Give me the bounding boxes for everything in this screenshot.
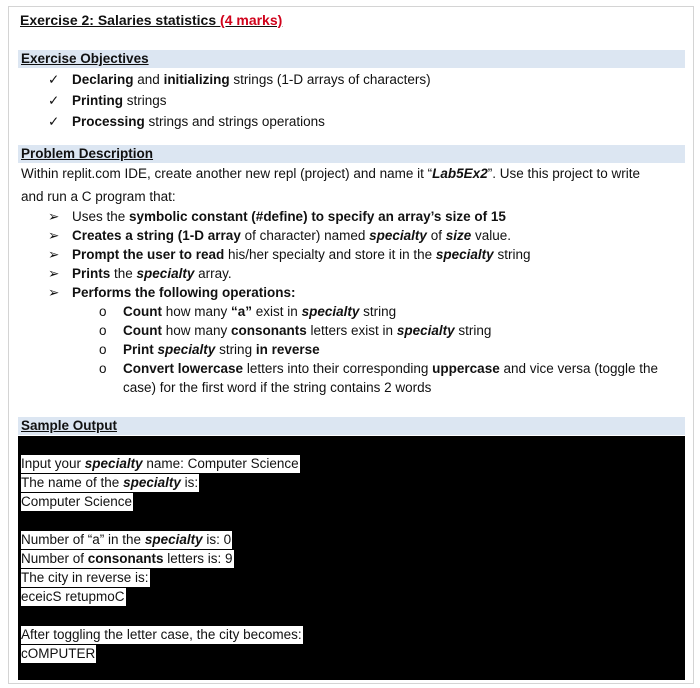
output-line: eceicS retupmoC bbox=[21, 589, 125, 604]
operation-item: Print specialty string in reverse bbox=[123, 342, 320, 357]
problem-heading: Problem Description bbox=[21, 146, 154, 161]
output-line: Number of “a” in the specialty is: 0 bbox=[21, 532, 232, 547]
objectives-heading: Exercise Objectives bbox=[21, 51, 149, 66]
operation-item: Convert lowercase letters into their corresponding uppercase and vice versa (toggle the bbox=[123, 361, 659, 376]
output-line: Computer Science bbox=[21, 494, 133, 509]
requirement-item: Uses the symbolic constant (#define) to specify an array’s size of 15 bbox=[72, 209, 506, 224]
requirement-item: Prints the specialty array. bbox=[72, 266, 232, 281]
circle-bullet-icon: o bbox=[99, 342, 107, 357]
circle-bullet-icon: o bbox=[99, 304, 107, 319]
objective-item: Printing strings bbox=[72, 93, 167, 108]
arrow-bullet-icon: ➢ bbox=[48, 285, 60, 300]
objective-item: Declaring and initializing strings (1-D arrays of characters) bbox=[72, 72, 431, 87]
output-line: Input your specialty name: Computer Science bbox=[21, 456, 299, 471]
output-line: Number of consonants letters is: 9 bbox=[21, 551, 233, 566]
arrow-bullet-icon: ➢ bbox=[48, 228, 60, 243]
exercise-title bbox=[20, 12, 282, 28]
arrow-bullet-icon: ➢ bbox=[48, 209, 60, 224]
sample-band bbox=[18, 417, 685, 435]
requirement-item: Creates a string (1-D array of character) named specialty of size value. bbox=[72, 228, 512, 243]
circle-bullet-icon: o bbox=[99, 361, 107, 376]
output-line: After toggling the letter case, the city becomes: bbox=[21, 627, 302, 642]
checkmark-icon: ✓ bbox=[48, 72, 60, 87]
circle-bullet-icon: o bbox=[99, 323, 107, 338]
objective-item: Processing strings and strings operations bbox=[72, 114, 325, 129]
requirement-item: Performs the following operations: bbox=[72, 285, 296, 300]
arrow-bullet-icon: ➢ bbox=[48, 247, 60, 262]
operation-item: Count how many consonants letters exist in specialty string bbox=[123, 323, 492, 338]
operation-item-continuation: case) for the first word if the string contains 2 words bbox=[123, 380, 432, 395]
checkmark-icon: ✓ bbox=[48, 114, 60, 129]
sample-heading: Sample Output bbox=[21, 418, 118, 433]
output-line: cOMPUTER bbox=[21, 646, 96, 661]
output-line: The name of the specialty is: bbox=[21, 475, 199, 490]
checkmark-icon: ✓ bbox=[48, 93, 60, 108]
operation-item: Count how many “a” exist in specialty string bbox=[123, 304, 397, 319]
marks-label: (4 marks) bbox=[220, 12, 283, 28]
output-line: The city in reverse is: bbox=[21, 570, 149, 585]
problem-intro-line2: and run a C program that: bbox=[21, 189, 176, 204]
requirement-item: Prompt the user to read his/her specialty and store it in the specialty string bbox=[72, 247, 531, 262]
exercise-title-text: Exercise 2: Salaries statistics bbox=[20, 12, 221, 28]
problem-intro-line1: Within replit.com IDE, create another new repl (project) and name it “Lab5Ex2”. Use this project to write bbox=[21, 166, 640, 181]
arrow-bullet-icon: ➢ bbox=[48, 266, 60, 281]
